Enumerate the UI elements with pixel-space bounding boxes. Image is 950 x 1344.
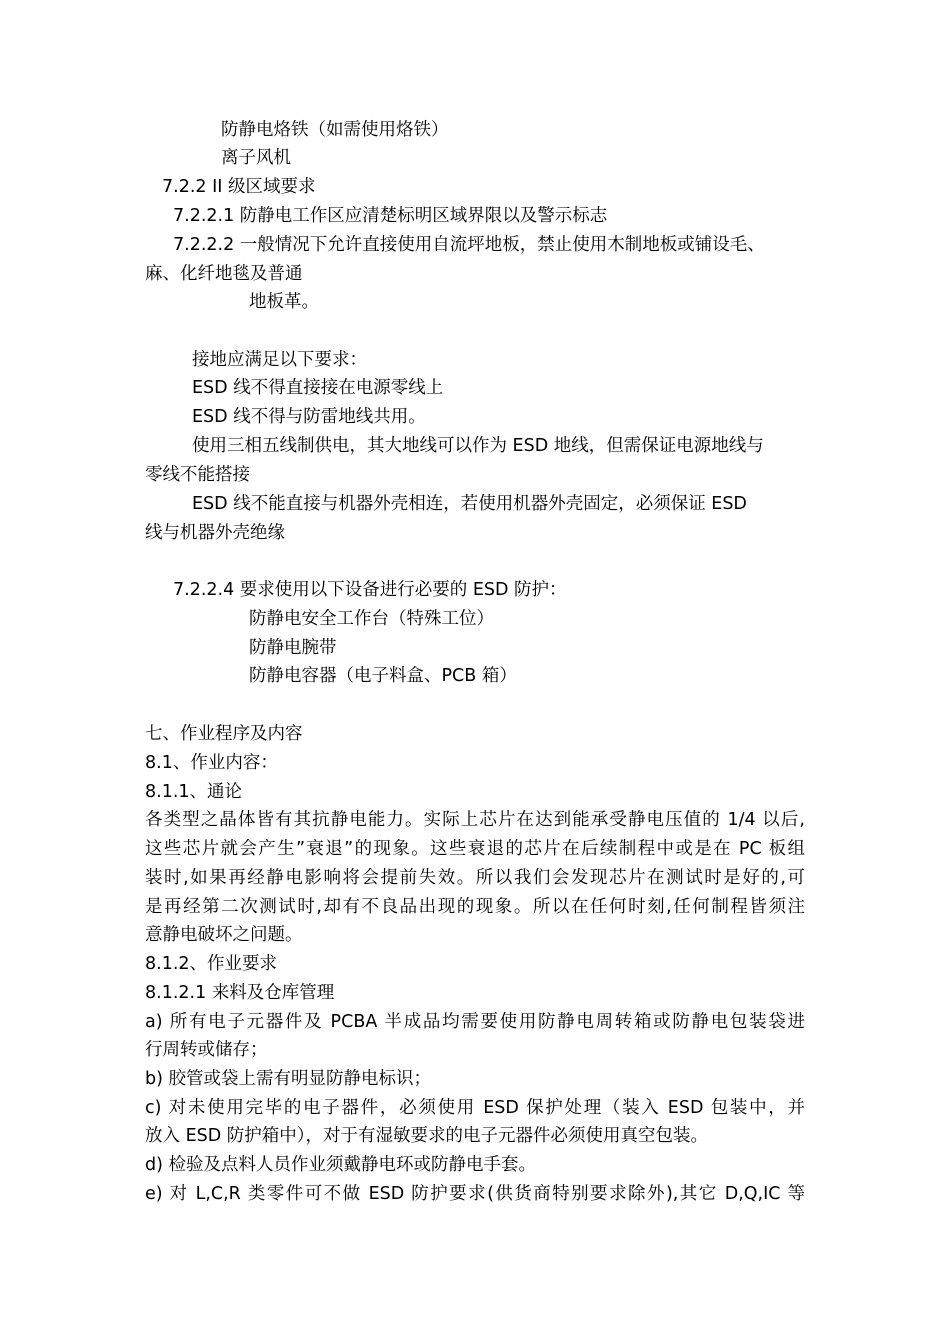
general-paragraph-line-4: 是再经第二次测试时,却有不良品出现的现象。所以在任何时刻,任何制程皆须注 bbox=[145, 897, 805, 917]
general-paragraph-line-3: 装时,如果再经静电影响将会提前失效。所以我们会发现芯片在测试时是好的,可 bbox=[145, 868, 805, 888]
clause-7-2-2-2-cont: 麻、化纤地毯及普通 bbox=[145, 264, 303, 284]
section-heading-8-1: 8.1、作业内容： bbox=[145, 753, 278, 773]
grounding-rule-4-cont: 线与机器外壳绝缘 bbox=[145, 523, 285, 543]
requirement-d: d) 检验及点料人员作业须戴静电环或防静电手套。 bbox=[145, 1155, 536, 1175]
grounding-rule-1: ESD 线不得直接接在电源零线上 bbox=[192, 378, 444, 398]
esd-equipment-wrist-strap: 防静电腕带 bbox=[249, 638, 337, 658]
section-heading-8-1-2: 8.1.2、作业要求 bbox=[145, 954, 278, 974]
clause-7-2-2-1: 7.2.2.1 防静电工作区应清楚标明区域界限以及警示标志 bbox=[173, 206, 608, 226]
grounding-rule-3-cont: 零线不能搭接 bbox=[145, 465, 250, 485]
esd-equipment-workbench: 防静电安全工作台（特殊工位） bbox=[249, 609, 494, 629]
clause-7-2-2-2-end: 地板革。 bbox=[249, 292, 319, 312]
equipment-item-ion-fan: 离子风机 bbox=[221, 148, 291, 168]
requirement-c-cont: 放入 ESD 防护箱中），对于有湿敏要求的电子元器件必须使用真空包装。 bbox=[145, 1126, 709, 1146]
grounding-rule-4: ESD 线不能直接与机器外壳相连，若使用机器外壳固定，必须保证 ESD bbox=[192, 494, 747, 514]
general-paragraph-line-1: 各类型之晶体皆有其抗静电能力。实际上芯片在达到能承受静电压值的 1/4 以后, bbox=[145, 810, 805, 830]
general-paragraph-line-5: 意静电破坏之问题。 bbox=[145, 925, 303, 945]
clause-7-2-2-2: 7.2.2.2 一般情况下允许直接使用自流坪地板，禁止使用木制地板或铺设毛、 bbox=[173, 235, 765, 255]
section-heading-7-2-2: 7.2.2 II 级区域要求 bbox=[162, 177, 316, 197]
requirement-c: c) 对未使用完毕的电子器件，必须使用 ESD 保护处理（装入 ESD 包装中，并 bbox=[145, 1098, 805, 1118]
chapter-heading-7: 七、作业程序及内容 bbox=[145, 724, 303, 744]
grounding-rule-2: ESD 线不得与防雷地线共用。 bbox=[192, 407, 426, 427]
grounding-intro: 接地应满足以下要求： bbox=[192, 350, 367, 370]
equipment-item-soldering-iron: 防静电烙铁（如需使用烙铁） bbox=[221, 120, 449, 140]
section-heading-8-1-1: 8.1.1、通论 bbox=[145, 782, 243, 802]
clause-7-2-2-4: 7.2.2.4 要求使用以下设备进行必要的 ESD 防护： bbox=[173, 580, 567, 600]
requirement-a: a) 所有电子元器件及 PCBA 半成品均需要使用防静电周转箱或防静电包装袋进 bbox=[145, 1012, 805, 1032]
requirement-e: e) 对 L,C,R 类零件可不做 ESD 防护要求(供货商特别要求除外),其它 D,Q,IC 等 bbox=[145, 1184, 805, 1204]
requirement-a-cont: 行周转或储存； bbox=[145, 1040, 268, 1060]
esd-equipment-container: 防静电容器（电子料盒、PCB 箱） bbox=[249, 666, 517, 686]
grounding-rule-3: 使用三相五线制供电，其大地线可以作为 ESD 地线，但需保证电源地线与 bbox=[192, 436, 764, 456]
section-heading-8-1-2-1: 8.1.2.1 来料及仓库管理 bbox=[145, 983, 335, 1003]
requirement-b: b) 胶管或袋上需有明显防静电标识； bbox=[145, 1069, 431, 1089]
general-paragraph-line-2: 这些芯片就会产生”衰退”的现象。这些衰退的芯片在后续制程中或是在 PC 板组 bbox=[145, 839, 805, 859]
